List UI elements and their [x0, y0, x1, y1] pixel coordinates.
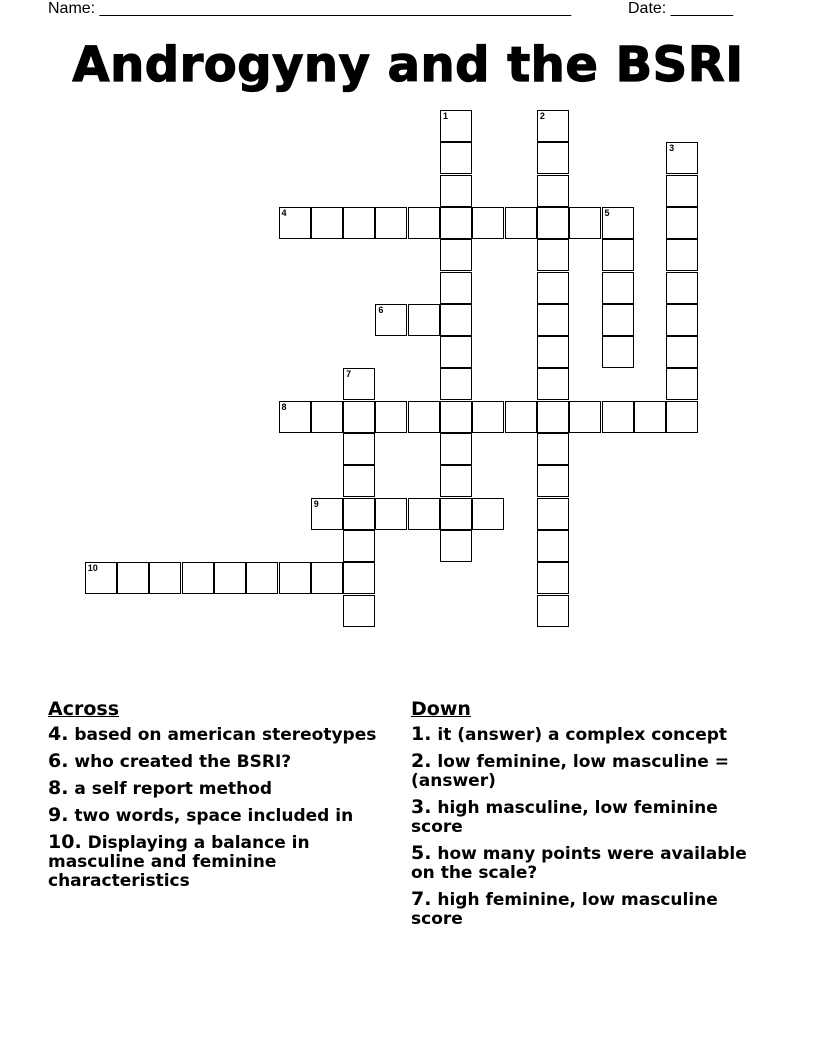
across-heading: Across — [48, 698, 120, 720]
grid-cell[interactable] — [602, 239, 634, 271]
grid-cell[interactable] — [343, 207, 375, 239]
grid-cell[interactable] — [537, 530, 569, 562]
grid-cell[interactable] — [375, 401, 407, 433]
cell-number: 2 — [539, 111, 545, 121]
grid-cell[interactable] — [246, 562, 278, 594]
grid-cell[interactable] — [440, 207, 472, 239]
clue-number: 4. — [48, 723, 69, 745]
grid-cell[interactable] — [472, 498, 504, 530]
grid-cell[interactable] — [602, 207, 634, 239]
clue-text: how many points were available on the scale? — [411, 844, 747, 883]
grid-cell[interactable] — [408, 401, 440, 433]
clue-text: Displaying a balance in masculine and feminine characteristics — [48, 833, 310, 891]
grid-cell[interactable] — [666, 175, 698, 207]
grid-cell[interactable] — [537, 562, 569, 594]
grid-cell[interactable] — [440, 498, 472, 530]
grid-cell[interactable] — [440, 465, 472, 497]
grid-cell[interactable] — [666, 239, 698, 271]
grid-cell[interactable] — [537, 401, 569, 433]
grid-cell[interactable] — [440, 433, 472, 465]
clue-text: based on american stereotypes — [74, 725, 377, 745]
clue-across-8 — [48, 779, 388, 799]
grid-cell[interactable] — [375, 498, 407, 530]
grid-cell[interactable] — [505, 207, 537, 239]
clue-down-2 — [411, 752, 751, 791]
grid-cell[interactable] — [343, 465, 375, 497]
grid-cell[interactable] — [666, 401, 698, 433]
grid-cell[interactable] — [440, 336, 472, 368]
grid-cell[interactable] — [666, 207, 698, 239]
name-field[interactable]: Name: _____________________________________________________ — [48, 0, 572, 17]
cell-number: 3 — [669, 143, 675, 154]
grid-cell[interactable] — [279, 562, 311, 594]
clue-text: high feminine, low masculine score — [411, 890, 718, 929]
grid-cell[interactable] — [408, 207, 440, 239]
grid-cell[interactable] — [408, 304, 440, 336]
grid-cell[interactable] — [149, 562, 181, 594]
grid-cell[interactable] — [440, 401, 472, 433]
grid-cell[interactable] — [279, 207, 311, 239]
grid-cell[interactable] — [537, 498, 569, 530]
grid-cell[interactable] — [602, 272, 634, 304]
grid-cell[interactable] — [85, 562, 117, 594]
grid-cell[interactable] — [375, 304, 407, 336]
clue-number: 5. — [411, 842, 432, 864]
clue-number: 6. — [48, 750, 69, 772]
cell-number: 5 — [604, 207, 610, 218]
clue-across-10 — [48, 833, 388, 891]
grid-cell[interactable] — [602, 336, 634, 368]
cell-number: 9 — [313, 498, 319, 509]
grid-cell[interactable] — [117, 562, 149, 594]
grid-cell[interactable] — [214, 562, 246, 594]
clue-down-7 — [411, 890, 751, 929]
cell-number: 8 — [281, 401, 287, 412]
grid-cell[interactable] — [666, 336, 698, 368]
grid-cell[interactable] — [343, 368, 375, 400]
grid-cell[interactable] — [537, 465, 569, 497]
grid-cell[interactable] — [440, 530, 472, 562]
cell-number: 6 — [378, 304, 384, 315]
grid-cell[interactable] — [343, 498, 375, 530]
grid-cell[interactable] — [666, 142, 698, 174]
grid-cell[interactable] — [537, 175, 569, 207]
down-heading: Down — [411, 698, 471, 720]
grid-cell[interactable] — [472, 207, 504, 239]
grid-cell[interactable] — [343, 401, 375, 433]
grid-cell[interactable] — [311, 401, 343, 433]
grid-cell[interactable] — [537, 272, 569, 304]
clue-across-9 — [48, 806, 388, 826]
grid-cell[interactable] — [505, 401, 537, 433]
page-title: Androgyny and the BSRI — [72, 37, 744, 93]
clue-down-5 — [411, 844, 751, 883]
date-field[interactable]: Date: _______ — [628, 0, 733, 17]
clue-number: 7. — [411, 888, 432, 910]
cell-number: 10 — [87, 563, 98, 574]
grid-cell[interactable] — [311, 498, 343, 530]
grid-cell[interactable] — [537, 207, 569, 239]
grid-cell[interactable] — [375, 207, 407, 239]
clue-text: a self report method — [74, 779, 273, 799]
cell-number: 1 — [443, 111, 449, 121]
grid-cell[interactable] — [440, 142, 472, 174]
clue-number: 2. — [411, 750, 432, 772]
clue-number: 1. — [411, 723, 432, 745]
clue-text: it (answer) a complex concept — [437, 725, 728, 745]
clue-number: 9. — [48, 804, 69, 826]
grid-cell[interactable] — [666, 272, 698, 304]
grid-cell[interactable] — [634, 401, 666, 433]
grid-cell[interactable] — [537, 368, 569, 400]
clue-text: two words, space included in — [74, 806, 354, 826]
grid-cell[interactable] — [279, 401, 311, 433]
clue-text: low feminine, low masculine = (answer) — [411, 752, 729, 791]
grid-cell[interactable] — [440, 304, 472, 336]
clue-number: 8. — [48, 777, 69, 799]
grid-cell[interactable] — [537, 110, 569, 142]
grid-cell[interactable] — [343, 595, 375, 627]
grid-cell[interactable] — [343, 562, 375, 594]
grid-cell[interactable] — [602, 401, 634, 433]
grid-cell[interactable] — [537, 142, 569, 174]
clue-text: high masculine, low feminine score — [411, 798, 718, 837]
cell-number: 4 — [281, 207, 287, 218]
grid-cell[interactable] — [343, 530, 375, 562]
grid-cell[interactable] — [311, 207, 343, 239]
grid-cell[interactable] — [666, 368, 698, 400]
grid-cell[interactable] — [440, 175, 472, 207]
across-clues — [48, 700, 388, 898]
clue-down-3 — [411, 798, 751, 837]
grid-cell[interactable] — [343, 433, 375, 465]
grid-cell[interactable] — [537, 595, 569, 627]
grid-cell[interactable] — [440, 239, 472, 271]
grid-cell[interactable] — [408, 498, 440, 530]
grid-cell[interactable] — [472, 401, 504, 433]
grid-cell[interactable] — [440, 110, 472, 142]
grid-cell[interactable] — [440, 368, 472, 400]
grid-cell[interactable] — [311, 562, 343, 594]
grid-cell[interactable] — [666, 304, 698, 336]
grid-cell[interactable] — [537, 304, 569, 336]
grid-cell[interactable] — [182, 562, 214, 594]
cell-number: 7 — [346, 369, 352, 380]
grid-cell[interactable] — [537, 239, 569, 271]
clue-text: who created the BSRI? — [74, 752, 292, 772]
grid-cell[interactable] — [537, 433, 569, 465]
clue-across-6 — [48, 752, 388, 772]
down-clues — [411, 700, 751, 936]
grid-cell[interactable] — [569, 207, 601, 239]
clue-number: 10. — [48, 831, 82, 853]
clue-across-4 — [48, 725, 388, 745]
grid-cell[interactable] — [440, 272, 472, 304]
clue-down-1 — [411, 725, 751, 745]
clue-number: 3. — [411, 796, 432, 818]
grid-cell[interactable] — [537, 336, 569, 368]
grid-cell[interactable] — [569, 401, 601, 433]
grid-cell[interactable] — [602, 304, 634, 336]
